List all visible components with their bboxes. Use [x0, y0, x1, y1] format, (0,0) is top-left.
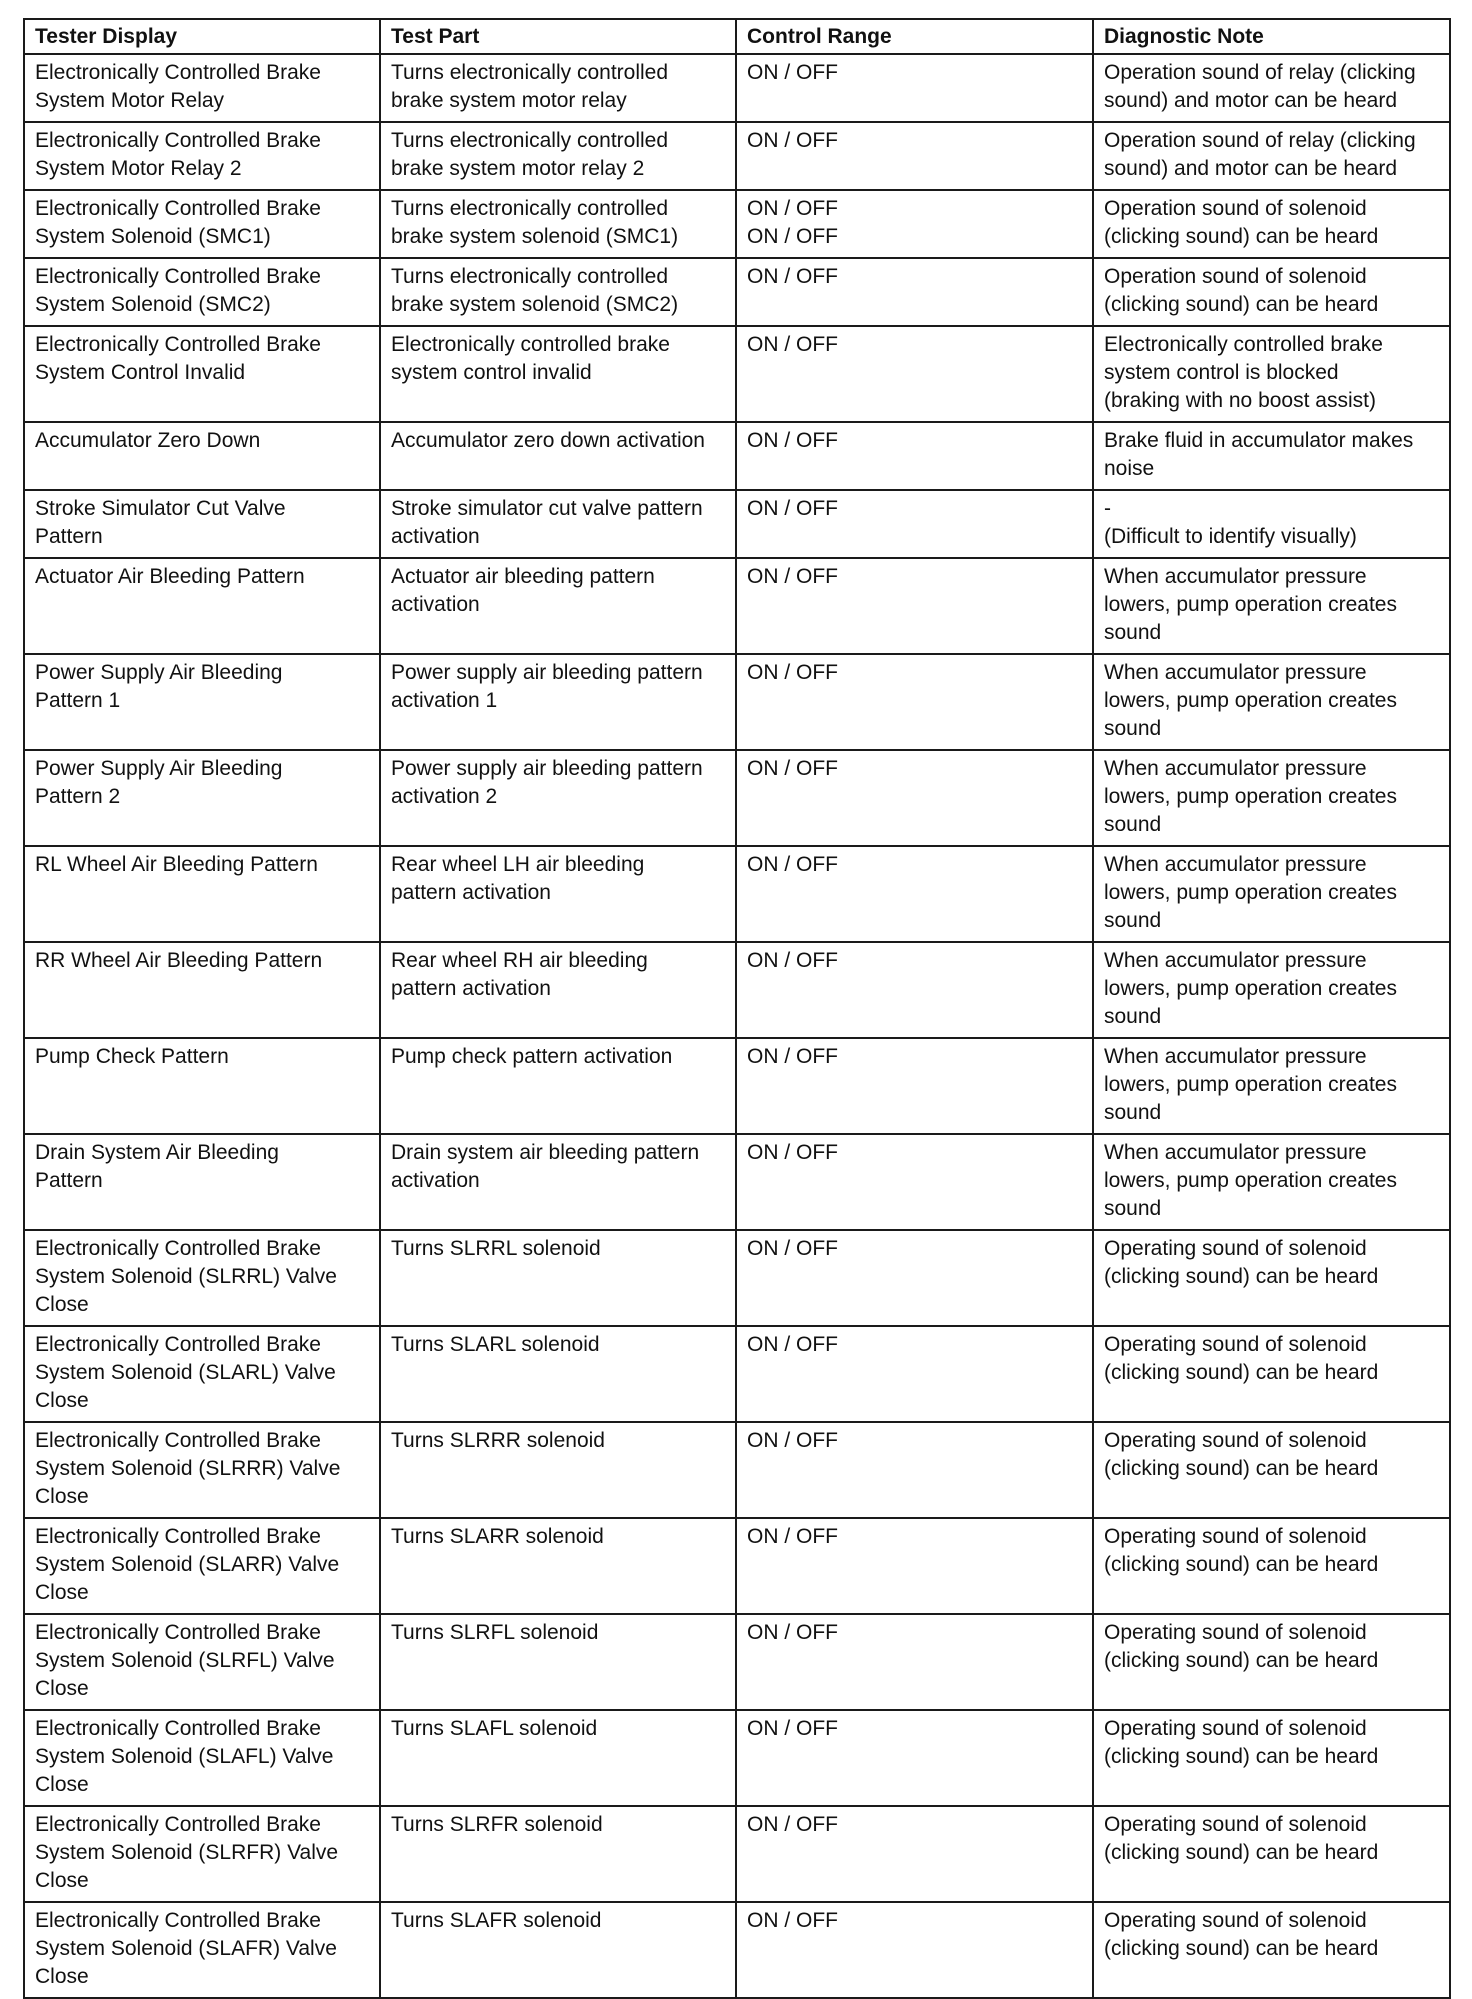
table-row [24, 122, 1450, 190]
tester-display-cell: Electronically Controlled Brake System Motor Relay [24, 54, 380, 122]
test-part-cell: Power supply air bleeding pattern activation 2 [380, 750, 736, 846]
diagnostic-note-cell: Operating sound of solenoid (clicking sound) can be heard [1093, 1230, 1450, 1326]
table-row [24, 654, 1450, 750]
diagnostic-note-cell: When accumulator pressure lowers, pump operation creates sound [1093, 558, 1450, 654]
control-range-cell: ON / OFF [736, 422, 1093, 490]
diagnostic-note-cell: When accumulator pressure lowers, pump operation creates sound [1093, 654, 1450, 750]
diagnostic-note-cell: Operating sound of solenoid (clicking sound) can be heard [1093, 1422, 1450, 1518]
tester-display-cell: Electronically Controlled Brake System Motor Relay 2 [24, 122, 380, 190]
tester-display-cell: Stroke Simulator Cut Valve Pattern [24, 490, 380, 558]
diagnostic-note-cell: Operating sound of solenoid (clicking sound) can be heard [1093, 1614, 1450, 1710]
control-range-cell: ON / OFF [736, 1806, 1093, 1902]
tester-display-cell: Electronically Controlled Brake System Solenoid (SLARR) Valve Close [24, 1518, 380, 1614]
diagnostic-note-cell: Operation sound of solenoid (clicking sound) can be heard [1093, 190, 1450, 258]
header-tester-display: Tester Display [24, 19, 380, 54]
table-row [24, 190, 1450, 258]
table-row [24, 490, 1450, 558]
table-row [24, 1710, 1450, 1806]
table-row [24, 750, 1450, 846]
diagnostic-note-cell: When accumulator pressure lowers, pump operation creates sound [1093, 750, 1450, 846]
diagnostic-note-cell: Operating sound of solenoid (clicking sound) can be heard [1093, 1326, 1450, 1422]
diagnostic-note-cell: Operating sound of solenoid (clicking sound) can be heard [1093, 1806, 1450, 1902]
control-range-cell: ON / OFF ON / OFF [736, 190, 1093, 258]
diagnostic-note-cell: Operating sound of solenoid (clicking sound) can be heard [1093, 1902, 1450, 1998]
table-row [24, 1518, 1450, 1614]
tester-display-cell: RL Wheel Air Bleeding Pattern [24, 846, 380, 942]
diagnostic-note-cell: Brake fluid in accumulator makes noise [1093, 422, 1450, 490]
test-part-cell: Power supply air bleeding pattern activation 1 [380, 654, 736, 750]
test-part-cell: Rear wheel RH air bleeding pattern activation [380, 942, 736, 1038]
tester-display-cell: Electronically Controlled Brake System Solenoid (SLRFL) Valve Close [24, 1614, 380, 1710]
tester-display-cell: Electronically Controlled Brake System Solenoid (SLAFL) Valve Close [24, 1710, 380, 1806]
control-range-cell: ON / OFF [736, 1038, 1093, 1134]
table-row [24, 1326, 1450, 1422]
control-range-cell: ON / OFF [736, 54, 1093, 122]
table-row [24, 1038, 1450, 1134]
tester-display-cell: Electronically Controlled Brake System Solenoid (SMC2) [24, 258, 380, 326]
test-part-cell: Turns SLRRR solenoid [380, 1422, 736, 1518]
test-part-cell: Electronically controlled brake system control invalid [380, 326, 736, 422]
test-part-cell: Turns SLARR solenoid [380, 1518, 736, 1614]
tester-display-cell: Actuator Air Bleeding Pattern [24, 558, 380, 654]
control-range-cell: ON / OFF [736, 122, 1093, 190]
test-part-cell: Turns SLRFL solenoid [380, 1614, 736, 1710]
table-row [24, 1614, 1450, 1710]
control-range-cell: ON / OFF [736, 1518, 1093, 1614]
test-part-cell: Turns SLRFR solenoid [380, 1806, 736, 1902]
table-row [24, 1134, 1450, 1230]
control-range-cell: ON / OFF [736, 1902, 1093, 1998]
table-row [24, 1422, 1450, 1518]
table-row [24, 846, 1450, 942]
table-body [24, 54, 1450, 1998]
test-part-cell: Drain system air bleeding pattern activation [380, 1134, 736, 1230]
tester-display-cell: Electronically Controlled Brake System Solenoid (SLRFR) Valve Close [24, 1806, 380, 1902]
tester-display-cell: Drain System Air Bleeding Pattern [24, 1134, 380, 1230]
tester-display-cell: Electronically Controlled Brake System Solenoid (SLARL) Valve Close [24, 1326, 380, 1422]
diagnostic-note-cell: When accumulator pressure lowers, pump operation creates sound [1093, 846, 1450, 942]
table-row [24, 258, 1450, 326]
tester-display-cell: Electronically Controlled Brake System Control Invalid [24, 326, 380, 422]
table-header-row [24, 19, 1450, 54]
test-part-cell: Accumulator zero down activation [380, 422, 736, 490]
tester-display-cell: Electronically Controlled Brake System Solenoid (SLAFR) Valve Close [24, 1902, 380, 1998]
diagnostic-note-cell: When accumulator pressure lowers, pump operation creates sound [1093, 1038, 1450, 1134]
control-range-cell: ON / OFF [736, 1422, 1093, 1518]
header-diagnostic-note: Diagnostic Note [1093, 19, 1450, 54]
tester-display-cell: RR Wheel Air Bleeding Pattern [24, 942, 380, 1038]
control-range-cell: ON / OFF [736, 1326, 1093, 1422]
test-part-cell: Turns SLAFR solenoid [380, 1902, 736, 1998]
test-part-cell: Turns electronically controlled brake system solenoid (SMC1) [380, 190, 736, 258]
header-test-part: Test Part [380, 19, 736, 54]
test-part-cell: Turns electronically controlled brake system motor relay 2 [380, 122, 736, 190]
diagnostic-note-cell: Operation sound of solenoid (clicking sound) can be heard [1093, 258, 1450, 326]
control-range-cell: ON / OFF [736, 846, 1093, 942]
test-part-cell: Pump check pattern activation [380, 1038, 736, 1134]
diagnostic-note-cell: Operating sound of solenoid (clicking sound) can be heard [1093, 1710, 1450, 1806]
active-test-table [23, 18, 1451, 1999]
diagnostic-note-cell: Operating sound of solenoid (clicking sound) can be heard [1093, 1518, 1450, 1614]
table-row [24, 558, 1450, 654]
table-row [24, 422, 1450, 490]
diagnostic-note-cell: When accumulator pressure lowers, pump operation creates sound [1093, 942, 1450, 1038]
diagnostic-note-cell: - (Difficult to identify visually) [1093, 490, 1450, 558]
control-range-cell: ON / OFF [736, 558, 1093, 654]
tester-display-cell: Power Supply Air Bleeding Pattern 1 [24, 654, 380, 750]
diagnostic-note-cell: Operation sound of relay (clicking sound) and motor can be heard [1093, 122, 1450, 190]
control-range-cell: ON / OFF [736, 1710, 1093, 1806]
tester-display-cell: Electronically Controlled Brake System Solenoid (SMC1) [24, 190, 380, 258]
test-part-cell: Turns SLAFL solenoid [380, 1710, 736, 1806]
table-row [24, 54, 1450, 122]
diagnostic-note-cell: Electronically controlled brake system control is blocked (braking with no boost assist) [1093, 326, 1450, 422]
test-part-cell: Turns SLRRL solenoid [380, 1230, 736, 1326]
tester-display-cell: Electronically Controlled Brake System Solenoid (SLRRR) Valve Close [24, 1422, 380, 1518]
control-range-cell: ON / OFF [736, 258, 1093, 326]
test-part-cell: Stroke simulator cut valve pattern activation [380, 490, 736, 558]
tester-display-cell: Electronically Controlled Brake System Solenoid (SLRRL) Valve Close [24, 1230, 380, 1326]
control-range-cell: ON / OFF [736, 654, 1093, 750]
test-part-cell: Turns SLARL solenoid [380, 1326, 736, 1422]
test-part-cell: Rear wheel LH air bleeding pattern activation [380, 846, 736, 942]
control-range-cell: ON / OFF [736, 1134, 1093, 1230]
control-range-cell: ON / OFF [736, 942, 1093, 1038]
tester-display-cell: Accumulator Zero Down [24, 422, 380, 490]
header-control-range: Control Range [736, 19, 1093, 54]
test-part-cell: Turns electronically controlled brake system solenoid (SMC2) [380, 258, 736, 326]
control-range-cell: ON / OFF [736, 1614, 1093, 1710]
test-part-cell: Turns electronically controlled brake system motor relay [380, 54, 736, 122]
diagnostic-note-cell: When accumulator pressure lowers, pump operation creates sound [1093, 1134, 1450, 1230]
control-range-cell: ON / OFF [736, 750, 1093, 846]
active-test-table-container [23, 18, 1449, 1999]
control-range-cell: ON / OFF [736, 1230, 1093, 1326]
table-row [24, 326, 1450, 422]
control-range-cell: ON / OFF [736, 326, 1093, 422]
control-range-cell: ON / OFF [736, 490, 1093, 558]
diagnostic-note-cell: Operation sound of relay (clicking sound) and motor can be heard [1093, 54, 1450, 122]
test-part-cell: Actuator air bleeding pattern activation [380, 558, 736, 654]
table-row [24, 1806, 1450, 1902]
table-row [24, 1230, 1450, 1326]
table-row [24, 942, 1450, 1038]
tester-display-cell: Power Supply Air Bleeding Pattern 2 [24, 750, 380, 846]
tester-display-cell: Pump Check Pattern [24, 1038, 380, 1134]
